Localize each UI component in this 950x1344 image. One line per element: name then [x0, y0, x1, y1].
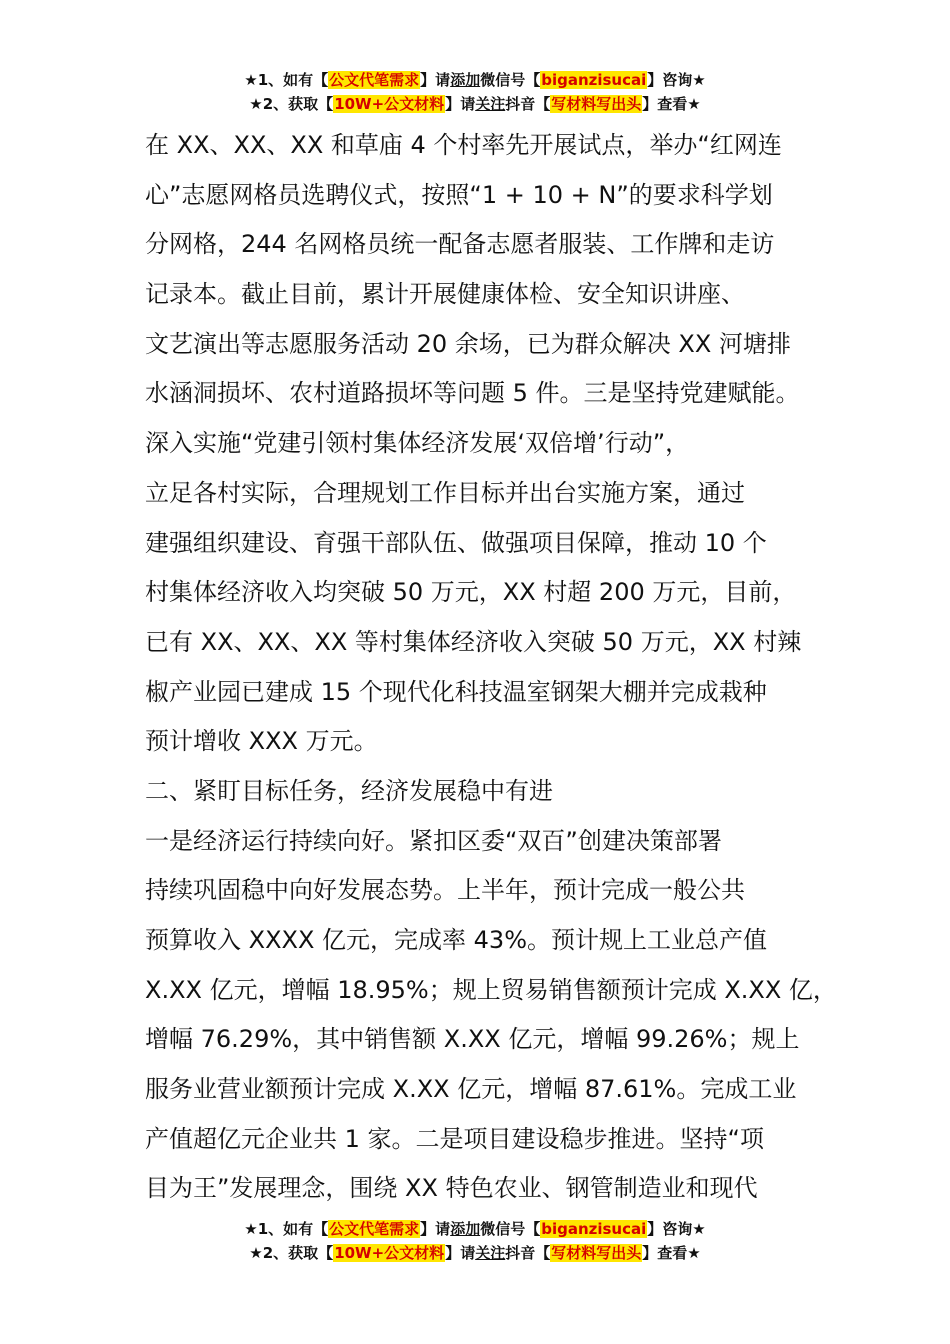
banner-text: ★1、如有【	[244, 71, 329, 89]
banner-text: 抖音【	[505, 95, 551, 113]
banner-text: 】查看★	[642, 95, 701, 113]
banner-emphasis: 添加	[450, 1220, 481, 1238]
text-line: 深入实施“党建引领村集体经济发展‘双倍增’行动”，	[145, 429, 690, 458]
text-line: 预计增收 XXX 万元。	[145, 727, 378, 756]
header-banner	[0, 68, 950, 116]
banner-line-2	[0, 1241, 950, 1265]
text-line: 目为王”发展理念，围绕 XX 特色农业、钢管制造业和现代	[145, 1174, 758, 1203]
text-line: 分网格，244 名网格员统一配备志愿者服装、工作牌和走访	[145, 230, 775, 259]
banner-highlight: biganzisucai	[541, 1220, 647, 1238]
text-line: 记录本。截止目前，累计开展健康体检、安全知识讲座、	[145, 280, 745, 309]
banner-highlight: 写材料写出头	[551, 95, 642, 113]
document-body	[145, 121, 835, 1214]
banner-text: 】咨询★	[647, 71, 706, 89]
banner-text: ★2、获取【	[249, 1244, 334, 1262]
text-line: 立足各村实际，合理规划工作目标并出台实施方案，通过	[145, 478, 745, 507]
text-line: 心”志愿网格员选聘仪式，按照“1 + 10 + N”的要求科学划	[145, 180, 773, 209]
banner-text: 】请	[445, 95, 476, 113]
text-line: 一是经济运行持续向好。紧扣区委“双百”创建决策部署	[145, 826, 722, 855]
text-line: 在 XX、XX、XX 和草庙 4 个村率先开展试点，举办“红网连	[145, 131, 782, 159]
banner-text: 】请	[420, 1220, 451, 1238]
banner-line-2	[0, 92, 950, 116]
text-line: 服务业营业额预计完成 X.XX 亿元，增幅 87.61%。完成工业	[145, 1075, 797, 1104]
banner-text: 抖音【	[505, 1244, 551, 1262]
text-line: X.XX 亿元，增幅 18.95%；规上贸易销售额预计完成 X.XX 亿，	[145, 975, 837, 1004]
banner-highlight: biganzisucai	[541, 71, 647, 89]
text-line: 建强组织建设、育强干部队伍、做强项目保障，推动 10 个	[145, 528, 767, 557]
banner-text: 】查看★	[642, 1244, 701, 1262]
text-line: 已有 XX、XX、XX 等村集体经济收入突破 50 万元，XX 村辣	[145, 627, 802, 656]
text-line: 预算收入 XXXX 亿元，完成率 43%。预计规上工业总产值	[145, 926, 767, 954]
text-line: 产值超亿元企业共 1 家。二是项目建设稳步推进。坚持“项	[145, 1124, 764, 1153]
banner-highlight: 10W+公文材料	[334, 1244, 445, 1262]
banner-highlight: 10W+公文材料	[334, 95, 445, 113]
banner-text: ★2、获取【	[249, 95, 334, 113]
banner-emphasis: 关注	[475, 95, 506, 113]
banner-highlight: 公文代笔需求	[329, 1220, 420, 1238]
banner-text: 微信号【	[480, 1220, 541, 1238]
text-line: 持续巩固稳中向好发展态势。上半年，预计完成一般公共	[145, 876, 745, 905]
text-line: 椒产业园已建成 15 个现代化科技温室钢架大棚并完成栽种	[145, 677, 767, 706]
banner-highlight: 公文代笔需求	[329, 71, 420, 89]
section-heading: 二、紧盯目标任务，经济发展稳中有进	[145, 776, 553, 805]
banner-highlight: 写材料写出头	[551, 1244, 642, 1262]
banner-text: ★1、如有【	[244, 1220, 329, 1238]
banner-text: 】咨询★	[647, 1220, 706, 1238]
footer-banner	[0, 1217, 950, 1265]
banner-emphasis: 添加	[450, 71, 481, 89]
banner-text: 】请	[445, 1244, 476, 1262]
text-line: 增幅 76.29%，其中销售额 X.XX 亿元，增幅 99.26%；规上	[145, 1025, 800, 1054]
text-line: 村集体经济收入均突破 50 万元，XX 村超 200 万元，目前，	[145, 578, 797, 607]
banner-line-1	[0, 1217, 950, 1241]
banner-text: 微信号【	[480, 71, 541, 89]
banner-emphasis: 关注	[475, 1244, 506, 1262]
text-line: 水涵洞损坏、农村道路损坏等问题 5 件。三是坚持党建赋能。	[145, 379, 800, 408]
banner-text: 】请	[420, 71, 451, 89]
banner-line-1	[0, 68, 950, 92]
text-line: 文艺演出等志愿服务活动 20 余场，已为群众解决 XX 河塘排	[145, 329, 791, 358]
